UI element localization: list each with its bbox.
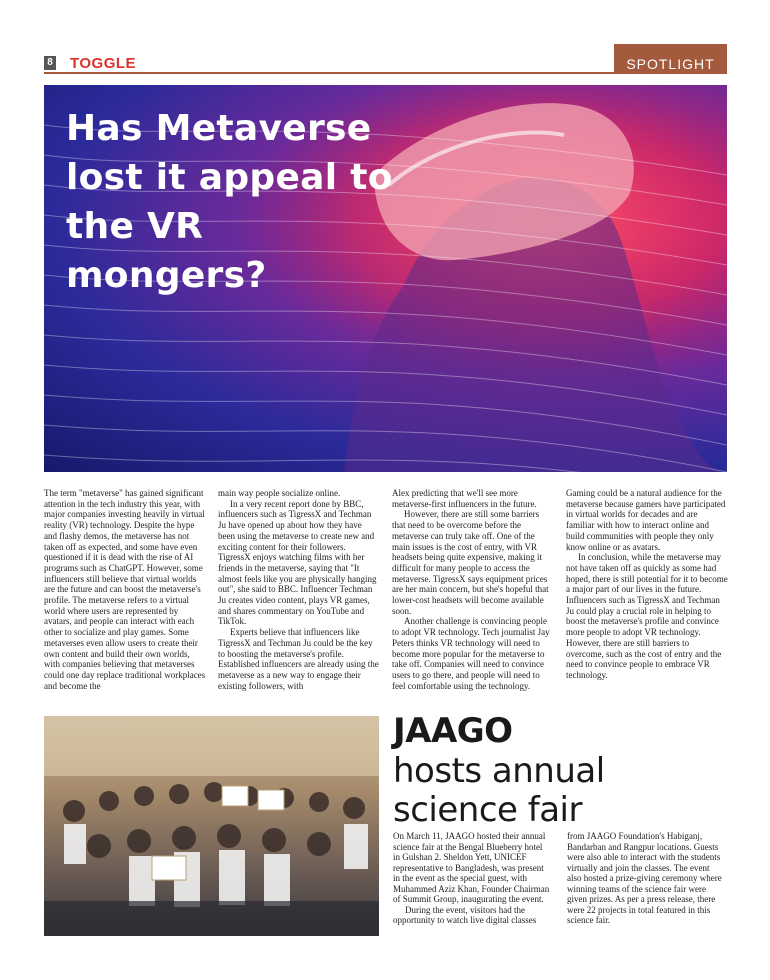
paragraph: In a very recent report done by BBC, influencers such as TigressX and Techman Ju have opened up about how they have been using the metaverse to create new and exciting content for their followers. TigressX enjoys watching films with her friends in the metaverse, saying that "It almost feels like you are physically hanging out", she said to BBC. Influencer Techman Ju creates video content, plays VR games, and shares commentary on YouTube and TikTok. [218, 498, 377, 627]
paragraph: from JAAGO Foundation's Habiganj, Bandarban and Rangpur locations. Guests were also able to interact with the students virtually and join the classes. The event also hosted a prize-giving ceremony where winning teams of the science fair were given prizes. As per a press release, there were 22 projects in total featured in this science fair. [567, 831, 722, 925]
group-photo-illustration [44, 716, 379, 936]
jaago-subtitle: hosts annual science fair [393, 751, 605, 830]
article-column-4 [566, 488, 728, 681]
paragraph: main way people socialize online. [218, 488, 341, 498]
section-divider [44, 72, 727, 74]
page-number: 8 [44, 56, 56, 70]
science-fair-photo [44, 716, 379, 936]
paragraph: Alex predicting that we'll see more metaverse-first influencers in the future. [392, 488, 537, 509]
article-column-2 [218, 488, 380, 691]
jaago-title: JAAGO [393, 711, 513, 751]
paragraph: In conclusion, while the metaverse may not have taken off as quickly as some had hoped, there is still potential for it to become a major part of our lives in the future. Influencers such as TigressX and Techman Ju could play a crucial role in helping to boost the metaverse's profile and convince more people to adopt VR technology. However, there are still barriers to overcome, such as the cost of entry and the need to convince people to embrace VR technology. [566, 552, 728, 680]
section-tag: SPOTLIGHT [614, 44, 727, 74]
jaago-column-2 [567, 831, 725, 926]
brand-logo: TOGGLE [70, 55, 137, 72]
paragraph: During the event, visitors had the opportunity to watch live digital classes [393, 904, 537, 925]
paragraph: On March 11, JAAGO hosted their annual science fair at the Bengal Blueberry hotel in Gulshan 2. Sheldon Yett, UNICEF representative to Bangladesh, was present in the event as the special guest, with Muhammed Aziz Khan, Founder Chairman of Summit Group, inaugurating the event. [393, 831, 550, 904]
paragraph: Another challenge is convincing people to adopt VR technology. Tech journalist Jay Peters thinks VR technology will need to become more popular for the metaverse to take off. Companies will need to convince users to go there, and people will need to feel comfortable using the technology. [392, 616, 550, 691]
paragraph: However, there are still some barriers that need to be overcome before the metaverse can truly take off. One of the main issues is the cost of entry, with VR headsets being quite expensive, making it difficult for many people to access the metaverse. TigressX says equipment prices are her main concern, but she's hopeful that lower-cost headsets will become available soon. [392, 509, 549, 616]
article-column-3 [392, 488, 554, 691]
article-headline: Has Metaverse lost it appeal to the VR mongers? [66, 108, 393, 296]
paragraph: Gaming could be a natural audience for the metaverse because gamers have participated in virtual worlds for decades and are familiar with how to interact online and build communities with people they only know online or as avatars. [566, 488, 726, 552]
paragraph: The term "metaverse" has gained significant attention in the tech industry this year, with major companies investing heavily in virtual reality (VR) technology. Despite the hype and flashy demos, the metaverse has not taken off as expected, and some have even questioned if it is dead with the rise of AI programs such as ChatGPT. However, some influencers still believe that virtual worlds are the future and can boost the metaverse's profile. The metaverse refers to a virtual world where users are represented by avatars, and people can interact with each other to socialize and play games. Some metaverses even allow users to create their own content and build their own worlds, with companies believing that metaverses could one day replace traditional workplaces and become the [44, 488, 206, 691]
article-column-1 [44, 488, 206, 691]
paragraph: Experts believe that influencers like TigressX and Techman Ju could be the key to boosting the metaverse's profile. Established influencers are already using the metaverse as a new way to engage their existing followers, with [218, 627, 379, 691]
jaago-column-1 [393, 831, 551, 926]
